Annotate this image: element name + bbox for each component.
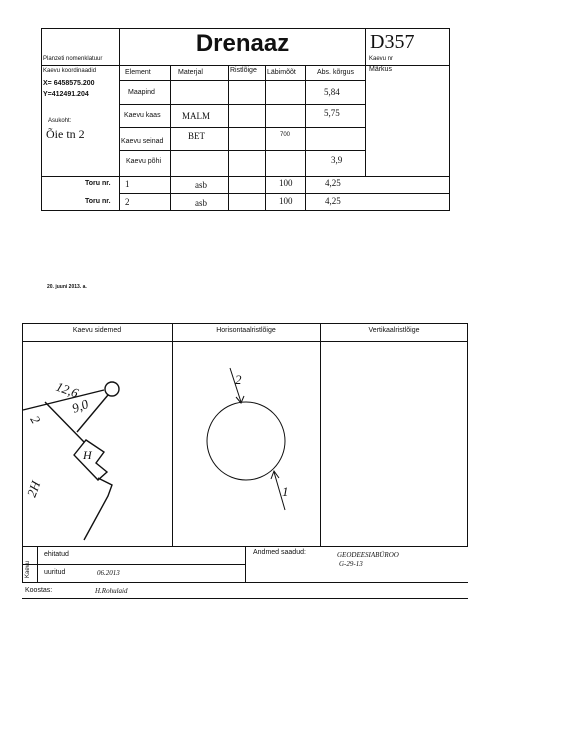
built-label: ehitatud bbox=[44, 551, 69, 558]
col-element: Element bbox=[125, 69, 151, 76]
well-no-label: Kaevu nr bbox=[369, 56, 394, 62]
label-2h: 2H bbox=[23, 478, 44, 500]
horizontal-section bbox=[207, 368, 285, 510]
page-title: Drenaaz bbox=[195, 30, 290, 57]
row-element: Maapind bbox=[128, 89, 155, 96]
col-horizontal: Horisontaalristlõige bbox=[216, 327, 276, 334]
coord-y: Y=412491.204 bbox=[43, 91, 89, 98]
col-connections: Kaevu sidemed bbox=[72, 327, 122, 334]
location-label: Asukoht: bbox=[48, 118, 72, 124]
row-element: Kaevu kaas bbox=[124, 112, 161, 119]
location-value: Õie tn 2 bbox=[46, 127, 85, 141]
pipe-material: asb bbox=[195, 198, 207, 208]
col-abs: Abs. kõrgus bbox=[317, 69, 354, 76]
pipe-abs: 4,25 bbox=[325, 178, 341, 188]
well-id: D357 bbox=[370, 31, 415, 53]
row-element: Kaevu seinad bbox=[121, 138, 164, 145]
col-material: Materjal bbox=[178, 69, 203, 76]
surveyed-date: 06.2013 bbox=[97, 569, 120, 577]
bureau-name: GEODEESIABÜROO bbox=[337, 551, 399, 559]
pipe-material: asb bbox=[195, 180, 207, 190]
row-abs: 3,9 bbox=[331, 155, 343, 165]
pipe-label: Toru nr. bbox=[85, 198, 111, 205]
col-vertical: Vertikaalristlõige bbox=[368, 327, 420, 334]
label-9-0: 9,0 bbox=[69, 396, 91, 416]
arrow-1-label: 1 bbox=[282, 484, 289, 499]
row-material: BET bbox=[188, 131, 205, 141]
well-cross-section bbox=[207, 402, 285, 480]
row-diameter: 700 bbox=[280, 132, 291, 138]
author-label: Koostas: bbox=[25, 587, 53, 594]
pipe-label: Toru nr. bbox=[85, 180, 111, 187]
col-diameter: Läbimõõt bbox=[267, 69, 296, 76]
date-note: 20. juuni 2013. a. bbox=[47, 284, 87, 290]
arrow-2-label: 2 bbox=[235, 372, 242, 387]
col-notes: Märkus bbox=[369, 66, 392, 73]
author-name: H.Rohulaid bbox=[95, 587, 128, 595]
map-label: Planzeti nomenklatuur bbox=[43, 56, 103, 62]
row-abs: 5,75 bbox=[324, 108, 340, 118]
pipe-abs: 4,25 bbox=[325, 196, 341, 206]
pipe-diameter: 100 bbox=[279, 196, 293, 206]
pipe-nr: 2 bbox=[125, 197, 130, 207]
label-12-6: 12,6 bbox=[53, 378, 81, 401]
col-cross: Ristlõige bbox=[230, 67, 257, 74]
surveyed-label: uuritud bbox=[44, 569, 66, 576]
data-from-label: Andmed saadud: bbox=[253, 549, 306, 556]
label-h: H bbox=[83, 448, 92, 462]
coord-x: X= 6458575.200 bbox=[43, 80, 95, 87]
side-label: Kaevu bbox=[25, 560, 31, 578]
well-circle bbox=[105, 382, 119, 396]
boundary-line bbox=[84, 478, 112, 540]
pipe-nr: 1 bbox=[125, 179, 130, 189]
row-material: MALM bbox=[182, 111, 211, 121]
row-abs: 5,84 bbox=[324, 87, 340, 97]
pipe-diameter: 100 bbox=[279, 178, 293, 188]
coords-label: Kaevu koordinaadid bbox=[43, 68, 97, 74]
label-2: 2 bbox=[27, 413, 44, 427]
bureau-code: G-29-13 bbox=[339, 560, 363, 568]
row-element: Kaevu põhi bbox=[126, 158, 162, 165]
